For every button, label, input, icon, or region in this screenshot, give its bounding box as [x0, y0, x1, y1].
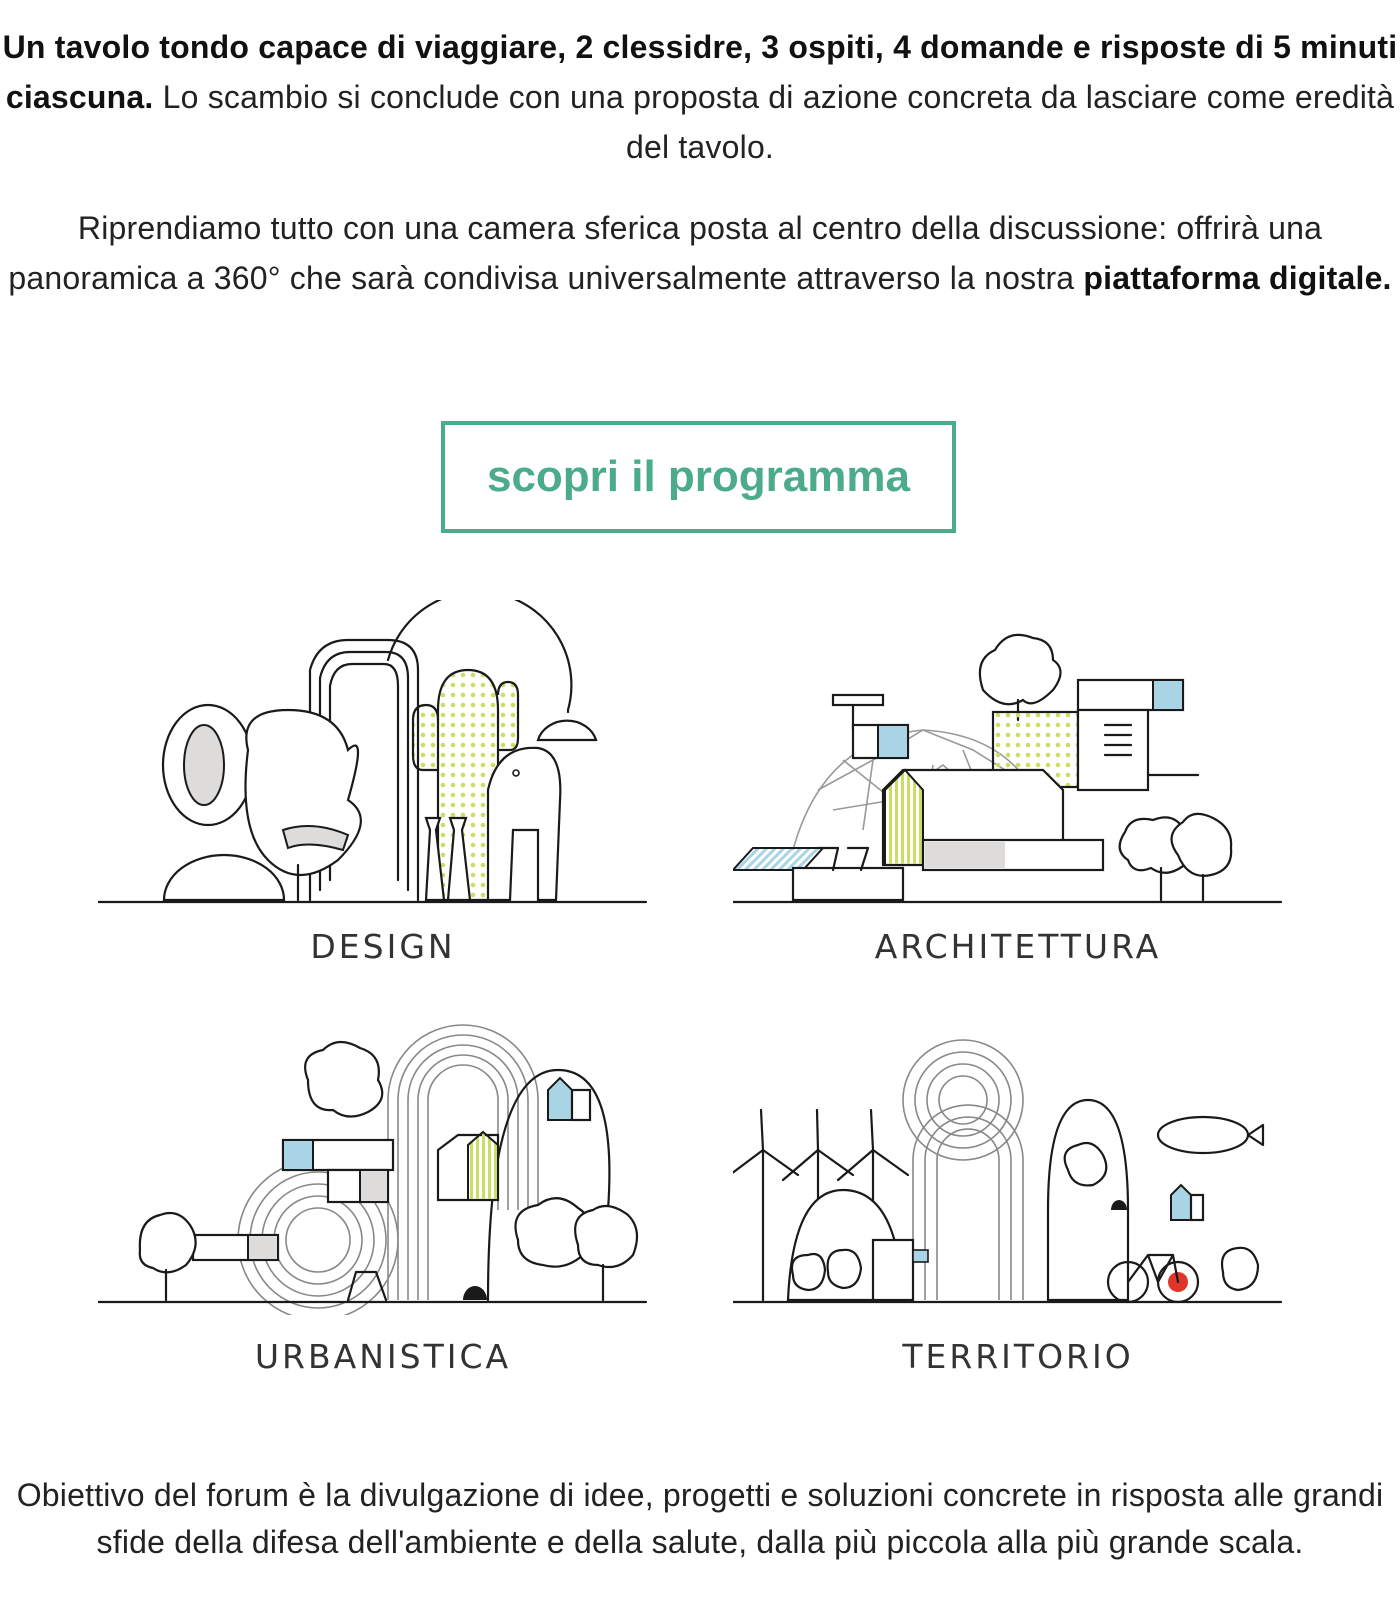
category-label-architettura: ARCHITETTURA	[874, 927, 1162, 966]
platform-link-text: piattaforma digitale.	[1083, 260, 1392, 296]
category-design[interactable]	[98, 600, 668, 966]
intro-paragraph	[0, 22, 1400, 172]
outro-paragraph: Obiettivo del forum è la divulgazione di idee, progetti e soluzioni concrete in risposta alle grandi sfide della difesa dell'ambiente e della salute, dalla più piccola alla più grande scala.	[16, 1477, 1384, 1560]
discover-program-button[interactable]: scopri il programma	[441, 421, 956, 533]
category-urbanistica[interactable]	[98, 1010, 668, 1376]
category-label-urbanistica: URBANISTICA	[254, 1337, 512, 1376]
category-label-territorio: TERRITORIO	[902, 1337, 1134, 1376]
category-label-design: DESIGN	[310, 927, 456, 966]
design-illustration	[98, 600, 668, 905]
camera-text: Riprendiamo tutto con una camera sferica posta al centro della discussione: offrirà una panoramica a 360° che sarà condivisa universalmente attraverso la nostra	[8, 210, 1323, 296]
category-architettura[interactable]	[733, 600, 1303, 966]
category-territorio[interactable]	[733, 1010, 1303, 1376]
architecture-illustration	[733, 600, 1303, 905]
intro-bold: Un tavolo tondo capace di viaggiare, 2 clessidre, 3 ospiti, 4 domande e risposte di 5 minuti ciascuna.	[2, 29, 1398, 115]
urbanism-illustration	[98, 1010, 668, 1315]
territory-illustration	[733, 1010, 1303, 1315]
camera-paragraph	[0, 203, 1400, 303]
intro-rest: Lo scambio si conclude con una proposta di azione concreta da lasciare come eredità del tavolo.	[162, 79, 1395, 165]
